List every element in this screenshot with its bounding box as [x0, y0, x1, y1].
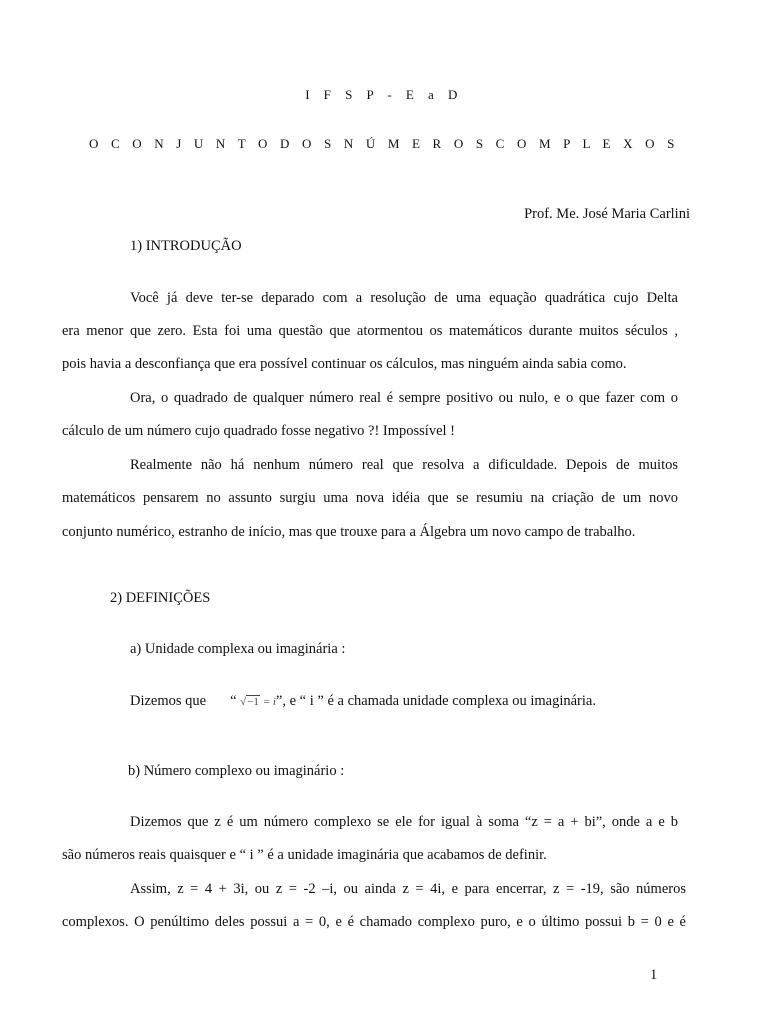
- radicand: −1: [247, 696, 259, 708]
- intro-line-5: cálculo de um número cujo quadrado fosse negativo ?! Impossível !: [62, 423, 455, 439]
- open-quote: “: [230, 693, 237, 709]
- intro-line-6: Realmente não há nenhum número real que resolva a dificuldade. Depois de muitos: [130, 457, 678, 473]
- definition-unidade-complexa: [130, 692, 596, 711]
- subheading-unidade-complexa: a) Unidade complexa ou imaginária :: [130, 641, 346, 657]
- sqrt-formula: √−1 = i: [240, 696, 276, 708]
- section-heading-definicoes: 2) DEFINIÇÕES: [110, 590, 211, 606]
- page-number: 1: [650, 967, 658, 983]
- intro-line-3: pois havia a desconfiança que era possível continuar os cálculos, mas ninguém ainda sabia como.: [62, 356, 627, 372]
- subheading-numero-complexo: b) Número complexo ou imaginário :: [128, 763, 345, 779]
- definition-line-1: Dizemos que z é um número complexo se ele for igual à soma “z = a + bi”, onde a e b: [130, 814, 678, 830]
- definition-line-2: são números reais quaisquer e “ i ” é a unidade imaginária que acabamos de definir.: [62, 847, 547, 863]
- document-title: O C O N J U N T O D O S N Ú M E R O S C O M P L E X O S: [88, 136, 680, 151]
- institution-title: I F S P - E a D: [305, 87, 463, 102]
- definition-prefix: Dizemos que: [130, 693, 207, 709]
- examples-line-2: complexos. O penúltimo deles possui a = 0, e é chamado complexo puro, e o último possui b = 0 e é: [62, 914, 686, 930]
- examples-line-1: Assim, z = 4 + 3i, ou z = -2 –i, ou ainda z = 4i, e para encerrar, z = -19, são números: [130, 881, 686, 897]
- intro-line-2: era menor que zero. Esta foi uma questão que atormentou os matemáticos durante muitos séculos ,: [62, 323, 678, 339]
- intro-line-1: Você já deve ter-se deparado com a resolução de uma equação quadrática cujo Delta: [130, 290, 678, 306]
- section-heading-introducao: 1) INTRODUÇÃO: [130, 238, 242, 254]
- intro-line-8: conjunto numérico, estranho de início, mas que trouxe para a Álgebra um novo campo de trabalho.: [62, 524, 636, 540]
- author-line: Prof. Me. José Maria Carlini: [524, 206, 690, 222]
- intro-line-4: Ora, o quadrado de qualquer número real é sempre positivo ou nulo, e o que fazer com o: [130, 390, 678, 406]
- definition-suffix: ”, e “ i ” é a chamada unidade complexa ou imaginária.: [275, 693, 596, 709]
- formula-equals: = i: [259, 696, 276, 708]
- intro-line-7: matemáticos pensarem no assunto surgiu uma nova idéia que se resumiu na criação de um novo: [62, 490, 678, 506]
